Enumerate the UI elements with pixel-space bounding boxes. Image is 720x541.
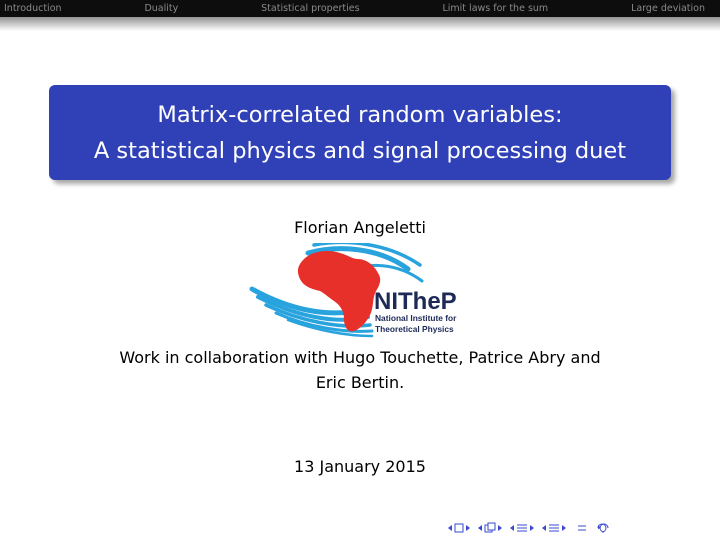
nav-item-large-deviation[interactable]: Large deviation [631,3,705,14]
prev-subsection-icon[interactable] [510,525,514,531]
section-navigation-bar [0,0,720,17]
section-icon[interactable] [549,525,559,531]
next-section-icon[interactable] [562,525,566,531]
nav-item-introduction[interactable]: Introduction [4,3,62,14]
next-frame-icon[interactable] [498,525,502,531]
collaboration-line-1: Work in collaboration with Hugo Touchette, Patrice Abry and [119,348,601,367]
title-box [49,85,671,180]
logo-subtitle-1: National Institute for [375,313,457,323]
nav-item-duality[interactable]: Duality [144,3,179,14]
nav-shadow [0,17,720,31]
prev-frame-icon[interactable] [478,525,482,531]
nav-item-limit-laws[interactable]: Limit laws for the sum [442,3,549,14]
prev-slide-icon[interactable] [448,525,452,531]
nithep-logo [248,243,480,339]
search-back-icon[interactable] [598,524,608,532]
title-line-1: Matrix-correlated random variables: [157,101,563,128]
logo-subtitle-2: Theoretical Physics [375,324,454,334]
nav-item-statistical-properties[interactable]: Statistical properties [261,3,360,14]
collaboration-note [60,345,660,395]
collaboration-line-2: Eric Bertin. [315,373,405,392]
presentation-date: 13 January 2015 [294,457,426,476]
author-name: Florian Angeletti [294,218,426,237]
document-icon[interactable] [578,526,586,530]
next-subsection-icon[interactable] [530,525,534,531]
frame-icon[interactable] [485,523,495,532]
prev-section-icon[interactable] [542,525,546,531]
beamer-navigation-symbols [448,520,710,536]
subsection-icon[interactable] [517,525,527,531]
logo-acronym: NITheP [374,288,457,315]
slide-icon[interactable] [455,524,463,532]
next-slide-icon[interactable] [466,525,470,531]
title-line-2: A statistical physics and signal processing duet [93,137,627,164]
